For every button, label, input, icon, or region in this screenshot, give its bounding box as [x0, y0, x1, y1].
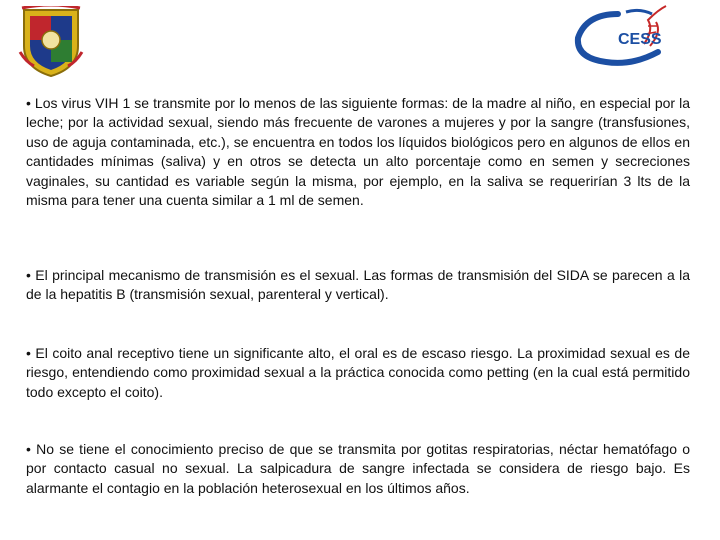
coat-of-arms-icon [18, 6, 84, 78]
cess-logo-text: CESS [618, 31, 662, 48]
bullet-paragraph-4: • No se tiene el conocimiento preciso de que se transmita por gotitas respiratorias, néctar hematófago o por contacto casual no sexual. La salpicadura de sangre infectada se considera de riesgo bajo. Es alarmante el contagio en la población heterosexual en los últimos años. [26, 441, 690, 496]
bullet-paragraph-2: • El principal mecanismo de transmisión es el sexual. Las formas de transmisión del SIDA se parecen a la de la hepatitis B (transmisión sexual, parenteral y vertical). [26, 267, 690, 303]
bullet-paragraph-1: • Los virus VIH 1 se transmite por lo menos de las siguiente formas: de la madre al niño, en especial por la leche; por la actividad sexual, siendo más frecuente de varones a mujeres y por la sangre (transfusiones, uso de aguja contaminada, etc.), se encuentra en todos los líquidos biológicos pero en algunos de ellos en cantidades mínimas (saliva) y en otros se detecta un alto porcentaje como en semen y secreciones vaginales, su cantidad es variable según la misma, por ejemplo, en la saliva se requerirían 3 lts de la misma para tener una cuenta similar a 1 ml de semen. [26, 95, 690, 209]
cess-logo-icon [566, 4, 676, 70]
bullet-paragraph-3: • El coito anal receptivo tiene un significante alto, el oral es de escaso riesgo. La proximidad sexual es de riesgo, entendiendo como proximidad sexual a la práctica conocida como petting (en la cual está permitido todo excepto el coito). [26, 345, 690, 400]
